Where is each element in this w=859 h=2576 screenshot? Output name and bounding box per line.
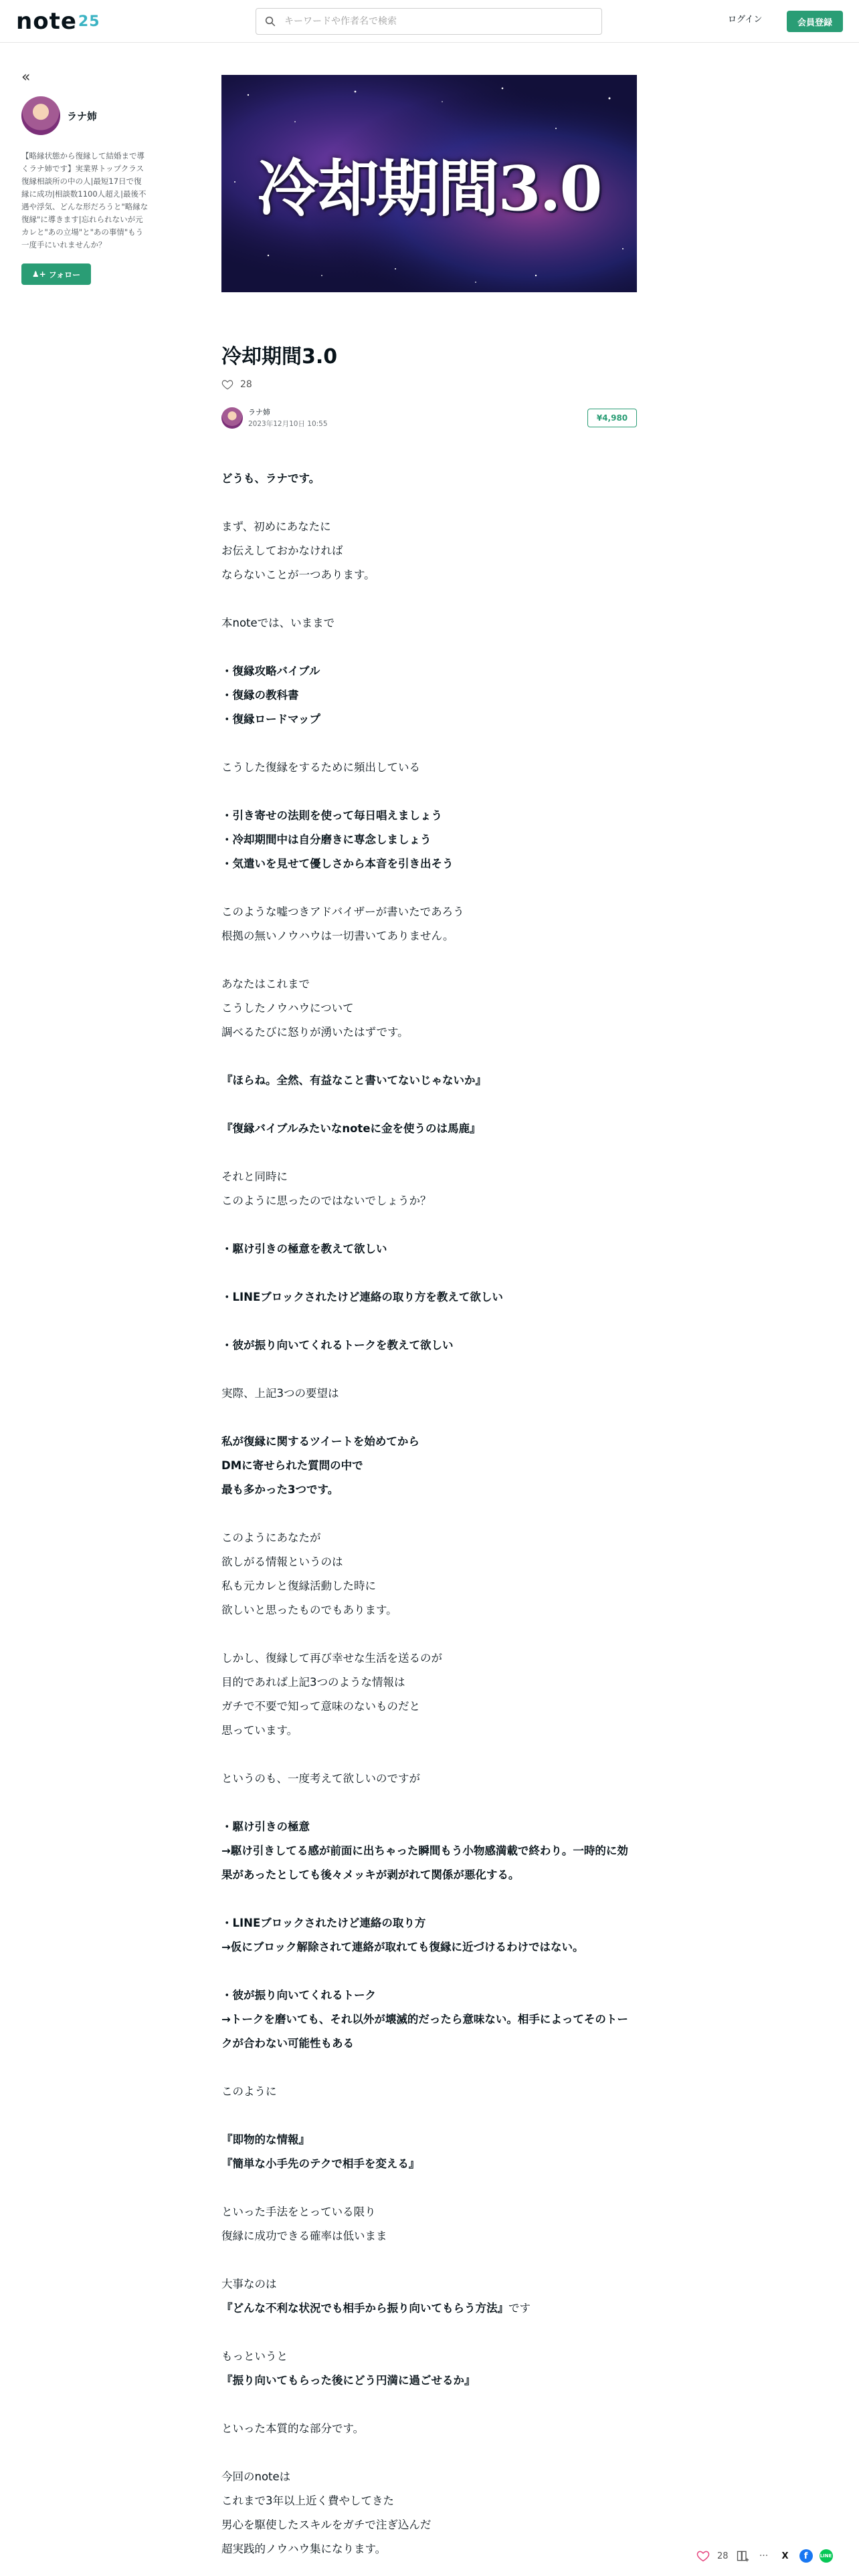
bottom-action-bar (696, 2545, 833, 2567)
article-paragraph: このようにあなたが 欲しがる情報というのは 私も元カレと復縁活動した時に 欲しいと思ったものでもあります。 (221, 1531, 397, 1616)
search-input[interactable] (284, 16, 579, 27)
publish-date: 2023年12月10日 10:55 (248, 420, 328, 428)
article-paragraph: このような嘘つきアドバイザーが書いたであろう 根拠の無いノウハウは一切書いてありません。 (221, 905, 464, 942)
like-count: 28 (240, 379, 252, 390)
article-paragraph: 大事なのは 『どんな不利な状況でも相手から振り向いてもらう方法』です (221, 2278, 531, 2315)
x-share-icon[interactable]: X (781, 2551, 789, 2561)
bottom-like-count: 28 (717, 2551, 729, 2561)
article-paragraph: ・LINEブロックされたけど連絡の取り方を教えて欲しい (221, 1291, 503, 1303)
more-icon[interactable]: ··· (759, 2551, 769, 2561)
article-paragraph: ・駆け引きの極意 →駆け引きしてる感が前面に出ちゃった瞬間もう小物感満載で終わり。一時的に効果があったとしても後々メッキが剥がれて関係が悪化する。 (221, 1820, 628, 1881)
like-area[interactable] (221, 379, 252, 391)
follow-label: フォロー (48, 270, 81, 280)
article-paragraph: ・引き寄せの法則を使って毎日唱えましょう ・冷却期間中は自分磨きに専念しましょう ・気遣いを見せて優しさから本音を引き出そう (221, 809, 454, 870)
person-plus-icon: ♟+ (31, 270, 46, 279)
sidebar-author[interactable] (21, 96, 97, 135)
price-badge[interactable]: ¥4,980 (587, 409, 637, 427)
article-paragraph: 『復縁バイブルみたいなnoteに金を使うのは馬鹿』 (221, 1122, 481, 1135)
search-icon (264, 15, 276, 27)
avatar[interactable] (21, 96, 60, 135)
site-header (0, 0, 859, 43)
article-paragraph: 今回のnoteは これまで3年以上近く費やしてきた 男心を駆使したスキルをガチで注ぎ込んだ 超実践的ノウハウ集になります。 (221, 2470, 432, 2555)
article-title: 冷却期間3.0 (221, 345, 338, 368)
signup-button[interactable]: 会員登録 (787, 11, 843, 32)
emphasis-text: 『振り向いてもらった後にどう円満に過ごせるか』 (221, 2374, 476, 2387)
article-paragraph: 『即物的な情報』 『簡単な小手先のテクで相手を変える』 (221, 2133, 420, 2170)
article-paragraph: 本noteでは、いままで (221, 617, 335, 629)
collapse-sidebar-icon[interactable]: « (21, 69, 31, 86)
logo-text: note (16, 8, 77, 35)
login-link[interactable]: ログイン (728, 15, 763, 25)
article-paragraph: といった手法をとっている限り 復縁に成功できる確率は低いまま (221, 2206, 387, 2242)
article-paragraph: ・LINEブロックされたけど連絡の取り方 →仮にブロック解除されて連絡が取れても復縁に近づけるわけではない。 (221, 1917, 584, 1953)
article-paragraph: 私が復縁に関するツイートを始めてから DMに寄せられた質問の中で 最も多かった3つです。 (221, 1435, 419, 1496)
article-paragraph: ・駆け引きの極意を教えて欲しい (221, 1243, 387, 1255)
article-paragraph: しかし、復縁して再び幸せな生活を送るのが 目的であれば上記3つのような情報は ガチで不要で知って意味のないものだと 思っています。 (221, 1652, 442, 1737)
hero-image (221, 75, 637, 292)
article-paragraph: もっというと 『振り向いてもらった後にどう円満に過ごせるか』 (221, 2350, 476, 2387)
article-author[interactable] (221, 407, 328, 429)
article-paragraph: 実際、上記3つの要望は (221, 1387, 339, 1400)
hero-title: 冷却期間3.0 (257, 152, 601, 225)
article-body (221, 467, 637, 2576)
article-paragraph: あなたはこれまで こうしたノウハウについて 調べるたびに怒りが湧いたはずです。 (221, 978, 409, 1039)
article-paragraph: こうした復縁をするために頻出している (221, 761, 420, 774)
article-paragraph: ・復縁攻略バイブル ・復縁の教科書 ・復縁ロードマップ (221, 665, 320, 726)
article-paragraph: ・彼が振り向いてくれるトーク →トークを磨いても、それ以外が壊滅的だったら意味ない。相手によってそのトークが合わない可能性もある (221, 1989, 628, 2050)
article-paragraph: というのも、一度考えて欲しいのですが (221, 1772, 420, 1785)
line-share-icon[interactable]: LINE (820, 2549, 833, 2563)
follow-button[interactable] (21, 263, 91, 285)
article-paragraph: どうも、ラナです。 (221, 472, 320, 485)
article-paragraph: といった本質的な部分です。 (221, 2422, 365, 2435)
search-box[interactable] (256, 8, 602, 35)
note-logo[interactable] (16, 8, 100, 35)
author-bio: 【略縁状態から復縁して結婚まで導くラナ姉です】実業界トップクラス復縁相談所の中の人|最短17日で復縁に成功|相談数1100人超え|最後不遇や浮気、どんな形だろうと"略縁な復縁"に導きます|忘れられないが元カレと"あの立場"と"あの事情"もう一度手にいれませんか？ (21, 151, 149, 249)
article-paragraph: それと同時に このように思ったのではないでしょうか？ (221, 1170, 432, 1207)
article-paragraph: まず、初めにあなたに お伝えしておかなければ ならないことが一つあります。 (221, 520, 375, 581)
avatar[interactable] (221, 407, 243, 429)
sidebar-author-name[interactable]: ラナ姉 (67, 110, 98, 122)
article-paragraph: このように (221, 2085, 277, 2098)
magazine-add-icon[interactable] (735, 2549, 750, 2563)
article-paragraph: 『ほらね。全然、有益なこと書いてないじゃないか』 (221, 1074, 486, 1087)
heart-icon[interactable] (221, 379, 233, 391)
article-paragraph: ・彼が振り向いてくれるトークを教えて欲しい (221, 1339, 454, 1352)
author-name[interactable]: ラナ姉 (248, 408, 270, 417)
heart-icon[interactable] (696, 2549, 710, 2563)
emphasis-text: 『どんな不利な状況でも相手から振り向いてもらう方法』 (221, 2302, 508, 2315)
facebook-share-icon[interactable]: f (799, 2549, 813, 2563)
anniversary-badge: 25 (78, 13, 100, 30)
